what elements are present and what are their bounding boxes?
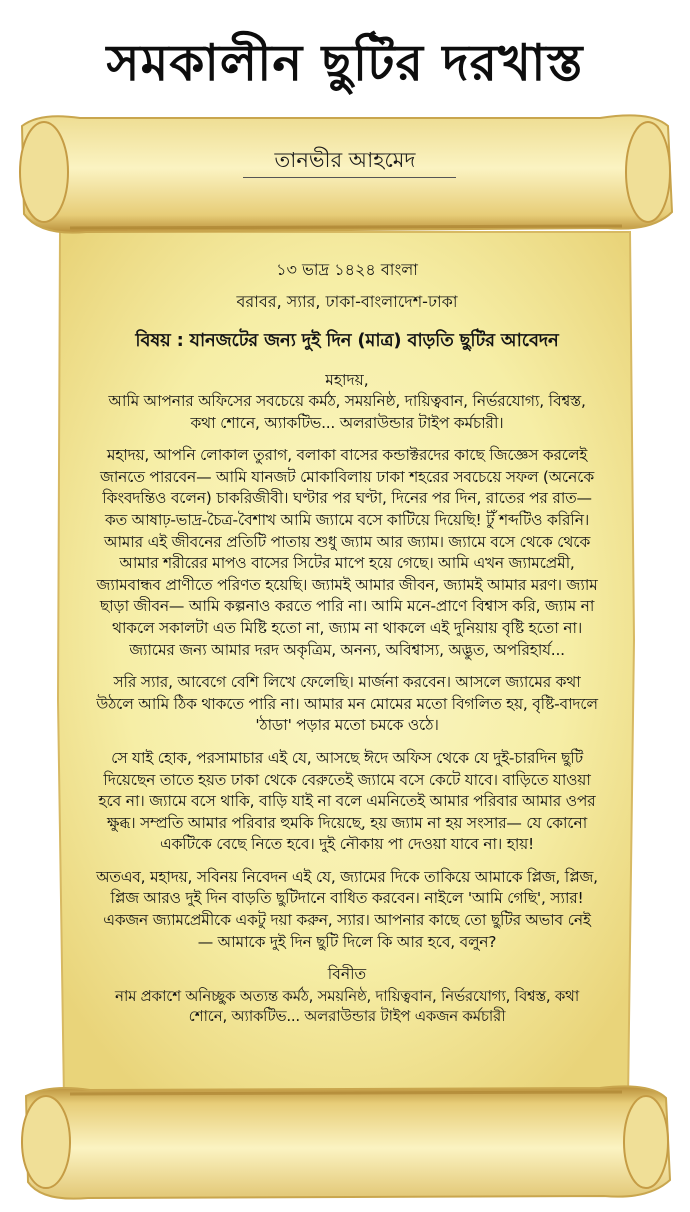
letter-paragraph-3: সরি স্যার, আবেগে বেশি লিখে ফেলেছি। মার্জনা করবেন। আসলে জ্যামের কথা উঠলে আমি ঠিক থাকতে পারি না। আমার মন মোমের মতো বিগলিত হয়, বৃষ্টি-বাদলে 'ঠাডা' পড়ার মতো চমকে ওঠে।	[96, 673, 598, 735]
letter-address: বরাবর, স্যার, ঢাকা-বাংলাদেশ-ঢাকা	[236, 292, 458, 311]
page-title: সমকালীন ছুটির দরখাস্ত	[106, 34, 584, 92]
letter-signature: নাম প্রকাশে অনিচ্ছুক অত্যন্ত কর্মঠ, সময়নিষ্ঠ, দায়িত্ববান, নির্ভরযোগ্য, বিশ্বস্ত, কথা শোনে, অ্যাকটিভ... অলরাউন্ডার টাইপ একজন কর্মচারী	[115, 987, 579, 1026]
letter-paragraph-2: মহাদয়, আপনি লোকাল তুরাগ, বলাকা বাসের কন্ডাক্টরদের কাছে জিজ্ঞেস করলেই জানতে পারবেন— আমি যানজট মোকাবিলায় ঢাকা শহরের সবচেয়ে সফল (অনেকে কিংবদন্তিও বলেন) চাকরিজীবী। ঘণ্টার পর ঘণ্টা, দিনের পর দিন, রাতের পর রাত— কত আষাঢ়-ভাদ্র-চৈত্র-বৈশাখ আমি জ্যামে বসে কাটিয়ে দিয়েছি! টুঁ শব্দটিও করিনি। আমার এই জীবনের প্রতিটি পাতায় শুধু জ্যাম আর জ্যাম। জ্যামে বসে থেকে থেকে আমার শরীরের মাপও বাসের সিটের মাপে হয়ে গেছে। আমি এখন জ্যামপ্রেমী, জ্যামবান্ধব প্রাণীতে পরিণত হয়েছি। জ্যামই আমার জীবন, জ্যামই আমার মরণ। জ্যাম ছাড়া জীবন— আমি কল্পনাও করতে পারি না। আমি মনে-প্রাণে বিশ্বাস করি, জ্যাম না থাকলে সকালটা এত মিষ্টি হতো না, জ্যাম না থাকলে এই দুনিয়ায় বৃষ্টি হতো না। জ্যামের জন্য আমার দরদ অকৃত্রিম, অনন্য, অবিশ্বাস্য, অদ্ভুত, অপরিহার্য...	[96, 446, 598, 659]
author-underline	[243, 177, 456, 178]
letter-subject: বিষয় : যানজটের জন্য দুই দিন (মাত্র) বাড়তি ছুটির আবেদন	[135, 330, 559, 351]
bottom-roll-right-end	[624, 1096, 668, 1188]
letter-closing: বিনীত	[327, 965, 367, 984]
author-name: তানভীর আহমেদ	[274, 148, 416, 172]
bottom-roll	[26, 1086, 670, 1198]
bottom-roll-left-end	[22, 1096, 70, 1188]
letter-paragraph-5: অতএব, মহাদয়, সবিনয় নিবেদন এই যে, জ্যামের দিকে তাকিয়ে আমাকে প্লিজ, প্লিজ, প্লিজ আরও দুই দিন বাড়তি ছুটিদানে বাধিত করবেন। নাইলে 'আমি গেছি', স্যার! একজন জ্যামপ্রেমীকে একটু দয়া করুন, স্যার। আপনার কাছে তো ছুটির অভাব নেই— আমাকে দুই দিন ছুটি দিলে কি আর হবে, বলুন?	[96, 867, 598, 951]
letter-paragraph-4: সে যাই হোক, পরসামাচার এই যে, আসছে ঈদে অফিস থেকে যে দুই-চারদিন ছুটি দিয়েছেন তাতে হয়ত ঢাকা থেকে বেরুতেই জ্যামে বসে কেটে যাবে। বাড়িতে যাওয়া হবে না। জ্যামে বসে থাকি, বাড়ি যাই না বলে এমনিতেই আমার পরিবার আমার ওপর ক্ষুব্ধ। সম্প্রতি আমার পরিবার হুমকি দিয়েছে, হয় জ্যাম না হয় সংসার— যে কোনো একটিকে বেছে নিতে হবে। দুই নৌকায় পা দেওয়া যাবে না। হায়!	[98, 748, 596, 854]
letter-date: ১৩ ভাদ্র ১৪২৪ বাংলা	[276, 260, 418, 279]
letter-paragraph-1: আমি আপনার অফিসের সবচেয়ে কর্মঠ, সময়নিষ্ঠ, দায়িত্ববান, নির্ভরযোগ্য, বিশ্বস্ত, কথা শোনে, অ্যাকটিভ... অলরাউন্ডার টাইপ কর্মচারী।	[108, 392, 586, 432]
letter-body	[96, 258, 598, 1026]
letter-salutation: মহাদয়,	[325, 371, 369, 389]
